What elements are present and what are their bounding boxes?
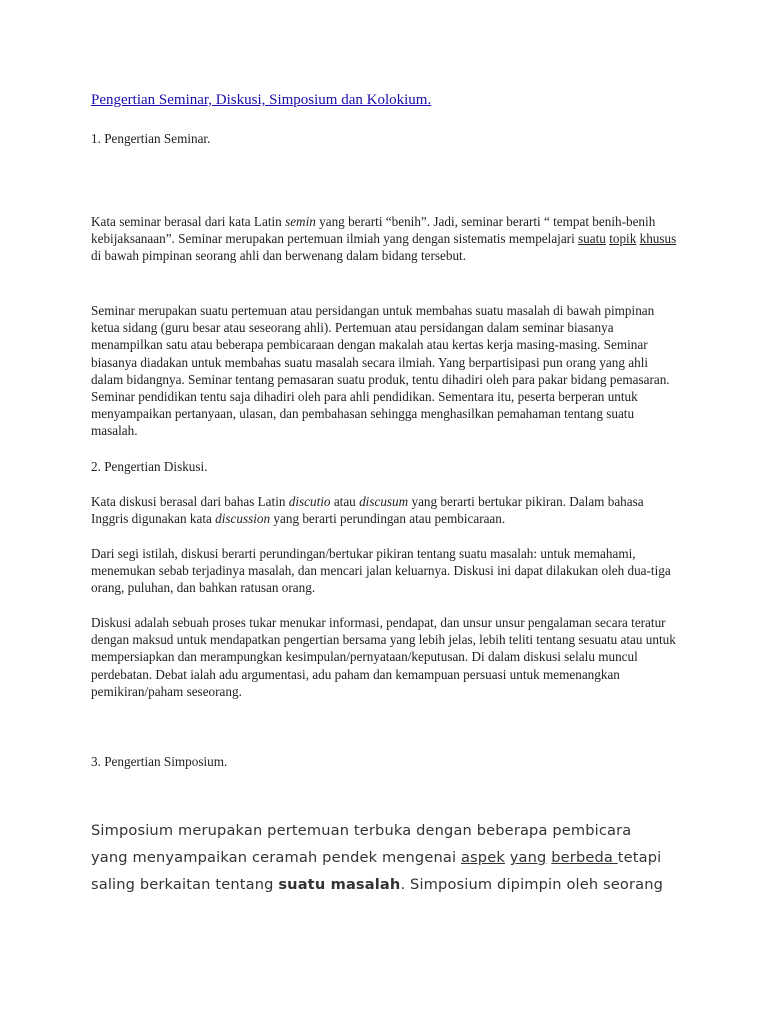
link-berbeda[interactable]: berbeda	[551, 849, 618, 866]
paragraph-diskusi-1	[91, 493, 681, 527]
link-topik[interactable]: topik	[609, 231, 637, 247]
text-run: yang berarti bertukar pikiran. Dalam bahasa Inggris digunakan kata	[91, 494, 644, 527]
text-run: Simposium merupakan pertemuan terbuka dengan beberapa pembicara yang menyampaikan ceramah pendek mengenai	[91, 822, 632, 866]
italic-term-discusum: discusum	[359, 494, 409, 509]
text-run: Kata diskusi berasal dari bahas Latin	[91, 494, 289, 509]
italic-term-discussion: discussion	[215, 511, 271, 527]
link-aspek[interactable]: aspek	[460, 849, 505, 866]
link-yang[interactable]: yang	[509, 849, 547, 866]
paragraph-diskusi-2: Dari segi istilah, diskusi berarti perundingan/bertukar pikiran tentang suatu masalah: untuk memahami, menemukan sebab terjadinya masalah, dan mencari jalan keluarnya. Diskusi ini dapat dilakukan oleh dua-tiga orang, puluhan, dan bahkan ratusan orang.	[91, 546, 671, 596]
italic-term-semin: semin	[285, 214, 316, 229]
paragraph-seminar-1	[91, 213, 681, 265]
link-suatu[interactable]: suatu	[578, 231, 606, 247]
text-run: yang berarti perundingan atau pembicaraan.	[270, 511, 506, 527]
heading-simposium: 3. Pengertian Simposium.	[91, 754, 228, 769]
paragraph-simposium-1	[91, 817, 666, 898]
text-run: atau	[330, 494, 360, 509]
paragraph-diskusi-3: Diskusi adalah sebuah proses tukar menukar informasi, pendapat, dan unsur unsur pengalaman secara teratur dengan maksud untuk mendapatkan pengertian bersama yang lebih jelas, lebih teliti tentang sesuatu atau untuk mempersiapkan dan merampungkan kesimpulan/pernyataan/keputusan. Di dalam diskusi selalu muncul perdebatan. Debat ialah adu argumentasi, adu paham dan kemampuan persuasi untuk memenangkan pemikiran/paham seseorang.	[91, 615, 676, 699]
text-run: . Simposium dipimpin oleh seorang	[400, 876, 664, 893]
document-title-link[interactable]: Pengertian Seminar, Diskusi, Simposium dan Kolokium.	[91, 92, 432, 108]
text-run: Kata seminar berasal dari kata Latin	[91, 214, 286, 229]
link-khusus[interactable]: khusus	[639, 231, 677, 247]
paragraph-seminar-2: Seminar merupakan suatu pertemuan atau persidangan untuk membahas suatu masalah di bawah pimpinan ketua sidang (guru besar atau seseorang ahli). Pertemuan atau persidangan dalam seminar biasanya menampilkan satu atau beberapa pembicaraan dengan makalah atau kertas kerja masing-masing. Seminar biasanya diadakan untuk membahas suatu masalah secara ilmiah. Yang berpartisipasi pun orang yang ahli dalam bidangnya. Seminar tentang pemasaran suatu produk, tentu dihadiri oleh para pakar bidang pemasaran. Seminar pendidikan tentu saja dihadiri oleh para ahli pendidikan. Sementara itu, peserta berperan untuk menyampaikan pertanyaan, ulasan, dan pembahasan sehingga menghasilkan pemahaman tentang suatu masalah.	[91, 303, 670, 439]
italic-term-discutio: discutio	[288, 494, 331, 509]
text-run: yang berarti “benih”. Jadi, seminar berarti “ tempat benih-benih kebijaksanaan”. Seminar merupakan pertemuan ilmiah yang dengan sistematis mempelajari	[91, 214, 656, 247]
text-run: di bawah pimpinan seorang ahli dan berwenang dalam bidang tersebut.	[91, 248, 466, 264]
heading-diskusi: 2. Pengertian Diskusi.	[91, 459, 208, 474]
bold-term-suatu-masalah: suatu masalah	[278, 876, 401, 893]
text-run: tetapi saling berkaitan tentang	[91, 849, 662, 893]
heading-seminar: 1. Pengertian Seminar.	[91, 131, 211, 146]
